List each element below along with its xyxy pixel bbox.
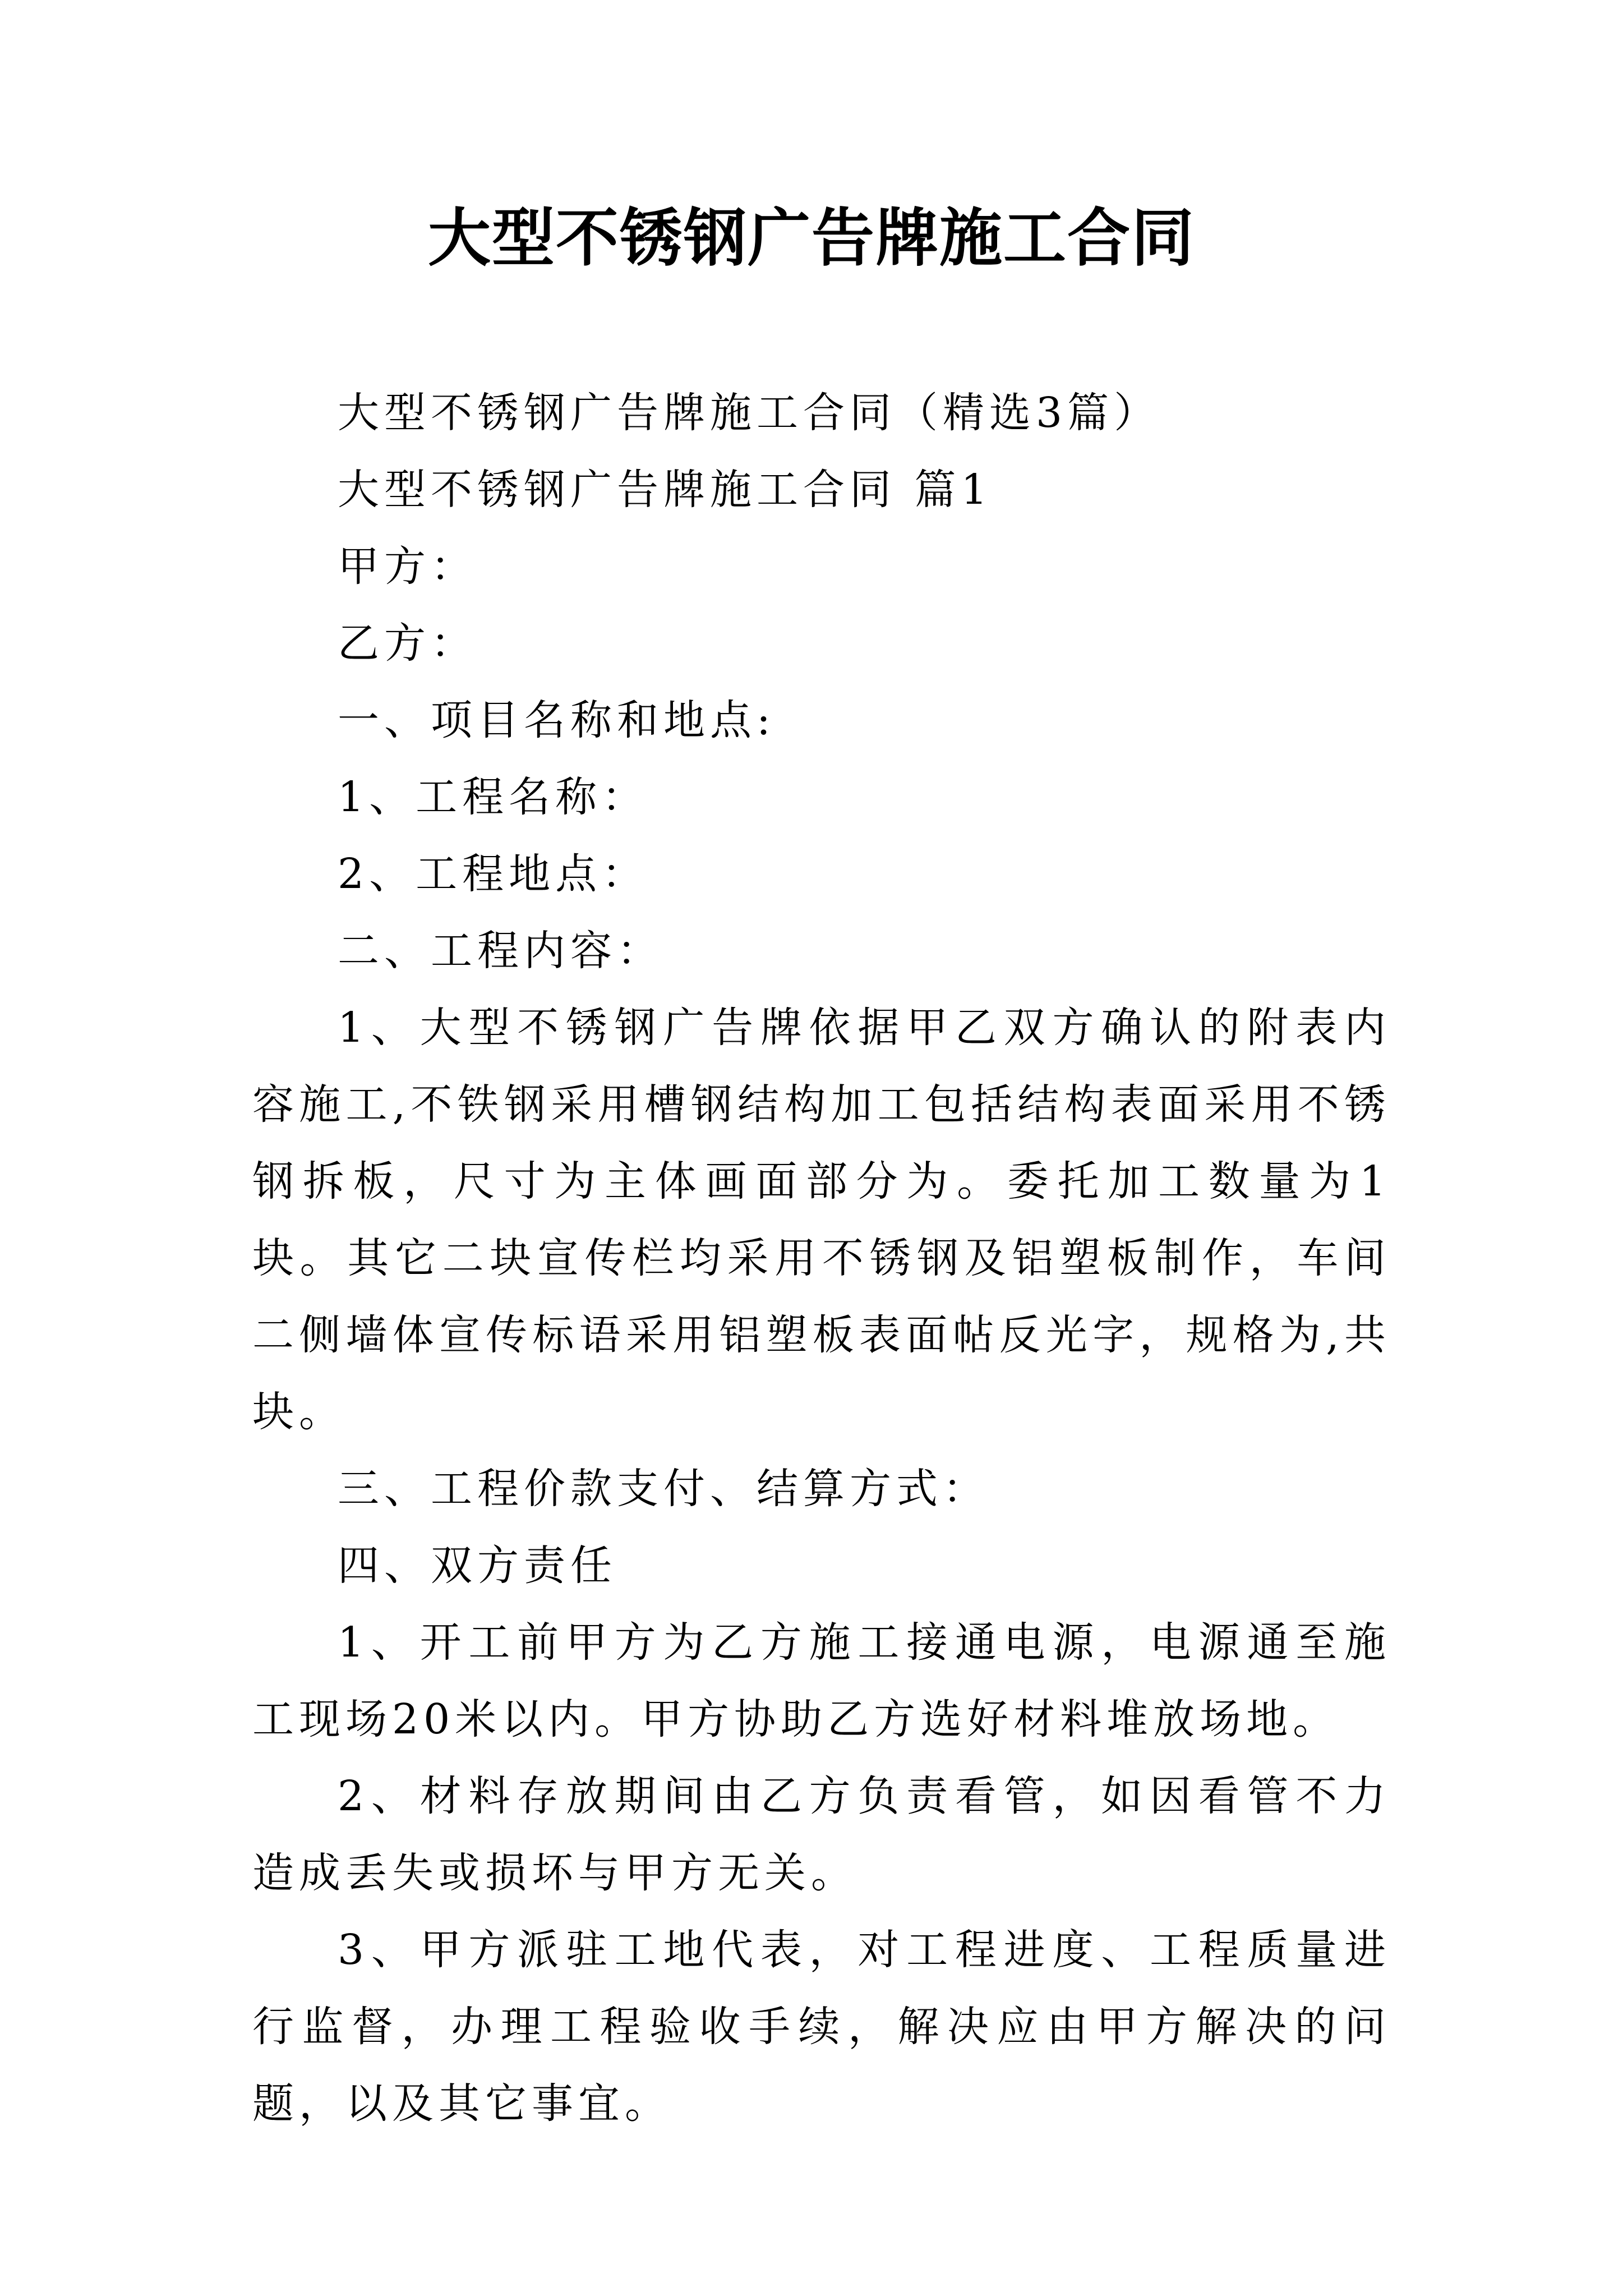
paragraph-project-location: 2、工程地点：: [338, 850, 649, 898]
paragraph-subtitle: 大型不锈钢广告牌施工合同（精选3篇）: [338, 389, 1161, 437]
document-title: 大型不锈钢广告牌施工合同: [428, 202, 1195, 275]
paragraph-project-name: 1、工程名称：: [338, 773, 649, 821]
paragraph-heading-responsibility: 四、双方责任: [338, 1542, 617, 1590]
paragraph-responsibility-1: 1、开工前甲方为乙方施工接通电源，电源通至施工现场20米以内。甲方协助乙方选好材料堆放场地。: [252, 1618, 1391, 1743]
paragraph-content-detail: 1、大型不锈钢广告牌依据甲乙双方确认的附表内容施工,不铁钢采用槽钢结构加工包括结构表面采用不锈钢拆板，尺寸为主体画面部分为。委托加工数量为1块。其它二块宣传栏均采用不锈钢及铝塑板制作，车间二侧墙体宣传标语采用铝塑板表面帖反光字，规格为,共块。: [252, 1004, 1391, 1436]
paragraph-party-b: 乙方：: [338, 619, 477, 668]
paragraph-responsibility-3: 3、甲方派驻工地代表，对工程进度、工程质量进行监督，办理工程验收手续，解决应由甲方解决的问题，以及其它事宜。: [252, 1926, 1391, 2128]
paragraph-heading-project: 一、项目名称和地点:: [338, 696, 776, 744]
paragraph-heading-payment: 三、工程价款支付、结算方式：: [338, 1465, 989, 1513]
document-body: [252, 375, 1391, 2142]
paragraph-party-a: 甲方：: [338, 542, 477, 591]
paragraph-responsibility-2: 2、材料存放期间由乙方负责看管，如因看管不力造成丢失或损坏与甲方无关。: [252, 1772, 1391, 1897]
paragraph-heading-content: 二、工程内容：: [338, 927, 663, 975]
paragraph-section-heading: 大型不锈钢广告牌施工合同 篇1: [338, 466, 993, 514]
